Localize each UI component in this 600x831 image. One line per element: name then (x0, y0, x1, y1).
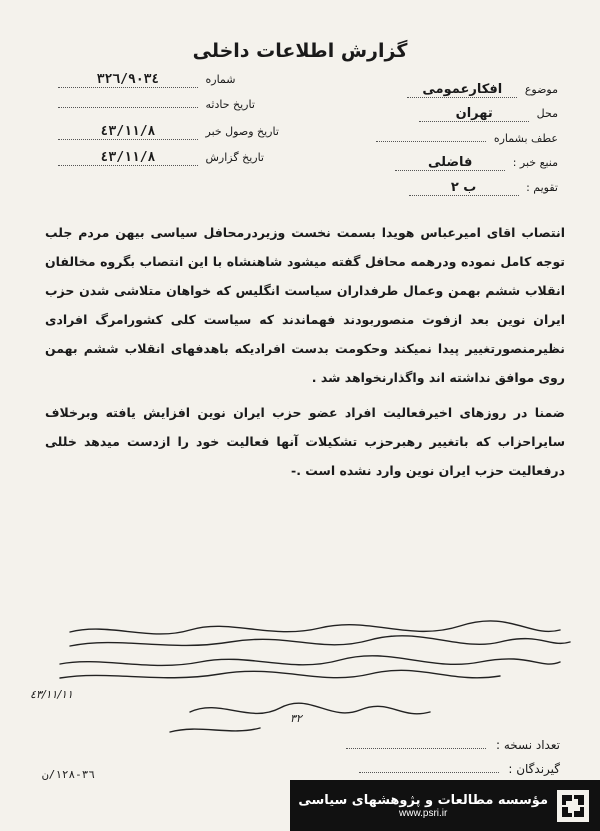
annotation-date: ٤٣/١١/١١ (30, 688, 73, 701)
field-reference-number: عطف بشماره (376, 132, 558, 145)
field-report-date: تاریخ گزارش ٤٣/١١/٨ (58, 150, 264, 166)
institute-name: مؤسسه مطالعات و پژوهشهای سیاسی (298, 792, 548, 808)
signature-number: ٣٢ (290, 712, 302, 725)
field-calendar: تقویم : ب ٢ (409, 180, 558, 196)
field-location: محل تهران (419, 106, 558, 122)
handwritten-annotation (30, 612, 590, 742)
reference-number: ٣٦-١٢٨/ن (42, 768, 95, 781)
field-subject: موضوع افکارعمومی (407, 82, 558, 98)
report-title: گزارش اطلاعات داخلی (192, 40, 408, 62)
body-paragraph-1: انتصاب اقای امیرعباس هویدا بسمت نخست وزیردرمحافل سیاسی بیهن مردم جلب توجه کامل نموده ودرهمه محافل گفته میشود شاهنشاه با این انتصاب بگروه مخالفان انقلاب ششم بهمن وعمال طرفداران سیاست انگلیس که خواهان متلاشی شدن حزب ایران نوین بعد ازفوت منصوربودند فهماندند که سیاست کلی کشورامرگ افرادی نظیرمنصورتغییر پیدا نمیکند وحکومت بدست افرادیکه باهدفهای انقلاب ششم بهمن روی موافق نداشته اند واگذارنخواهد شد . (45, 225, 565, 385)
field-news-source: منبع خبر : فاضلی (395, 155, 558, 171)
institute-banner (290, 780, 600, 831)
field-number: شماره ٣٢٦/٩٠٣٤ (58, 72, 236, 88)
copies-field: تعداد نسخه : (346, 738, 560, 752)
institute-url: www.psri.ir (399, 807, 448, 819)
field-incident-date: تاریخ حادثه (58, 98, 255, 111)
institute-logo-icon (556, 789, 590, 823)
field-received-date: تاریخ وصول خبر ٤٣/١١/٨ (58, 124, 279, 140)
body-paragraph-2: ضمنا در روزهای اخیرفعالیت افراد عضو حزب ایران نوین افزایش یافته وبرخلاف سایراحزاب که باتغییر رهبرحزب تشکیلات آنها فعالیت خود را ازدست میدهد خللی درفعالیت حزب ایران نوین وارد نشده است .- (45, 405, 565, 478)
recipients-field: گیرندگان : (359, 762, 560, 776)
report-body (45, 218, 565, 485)
